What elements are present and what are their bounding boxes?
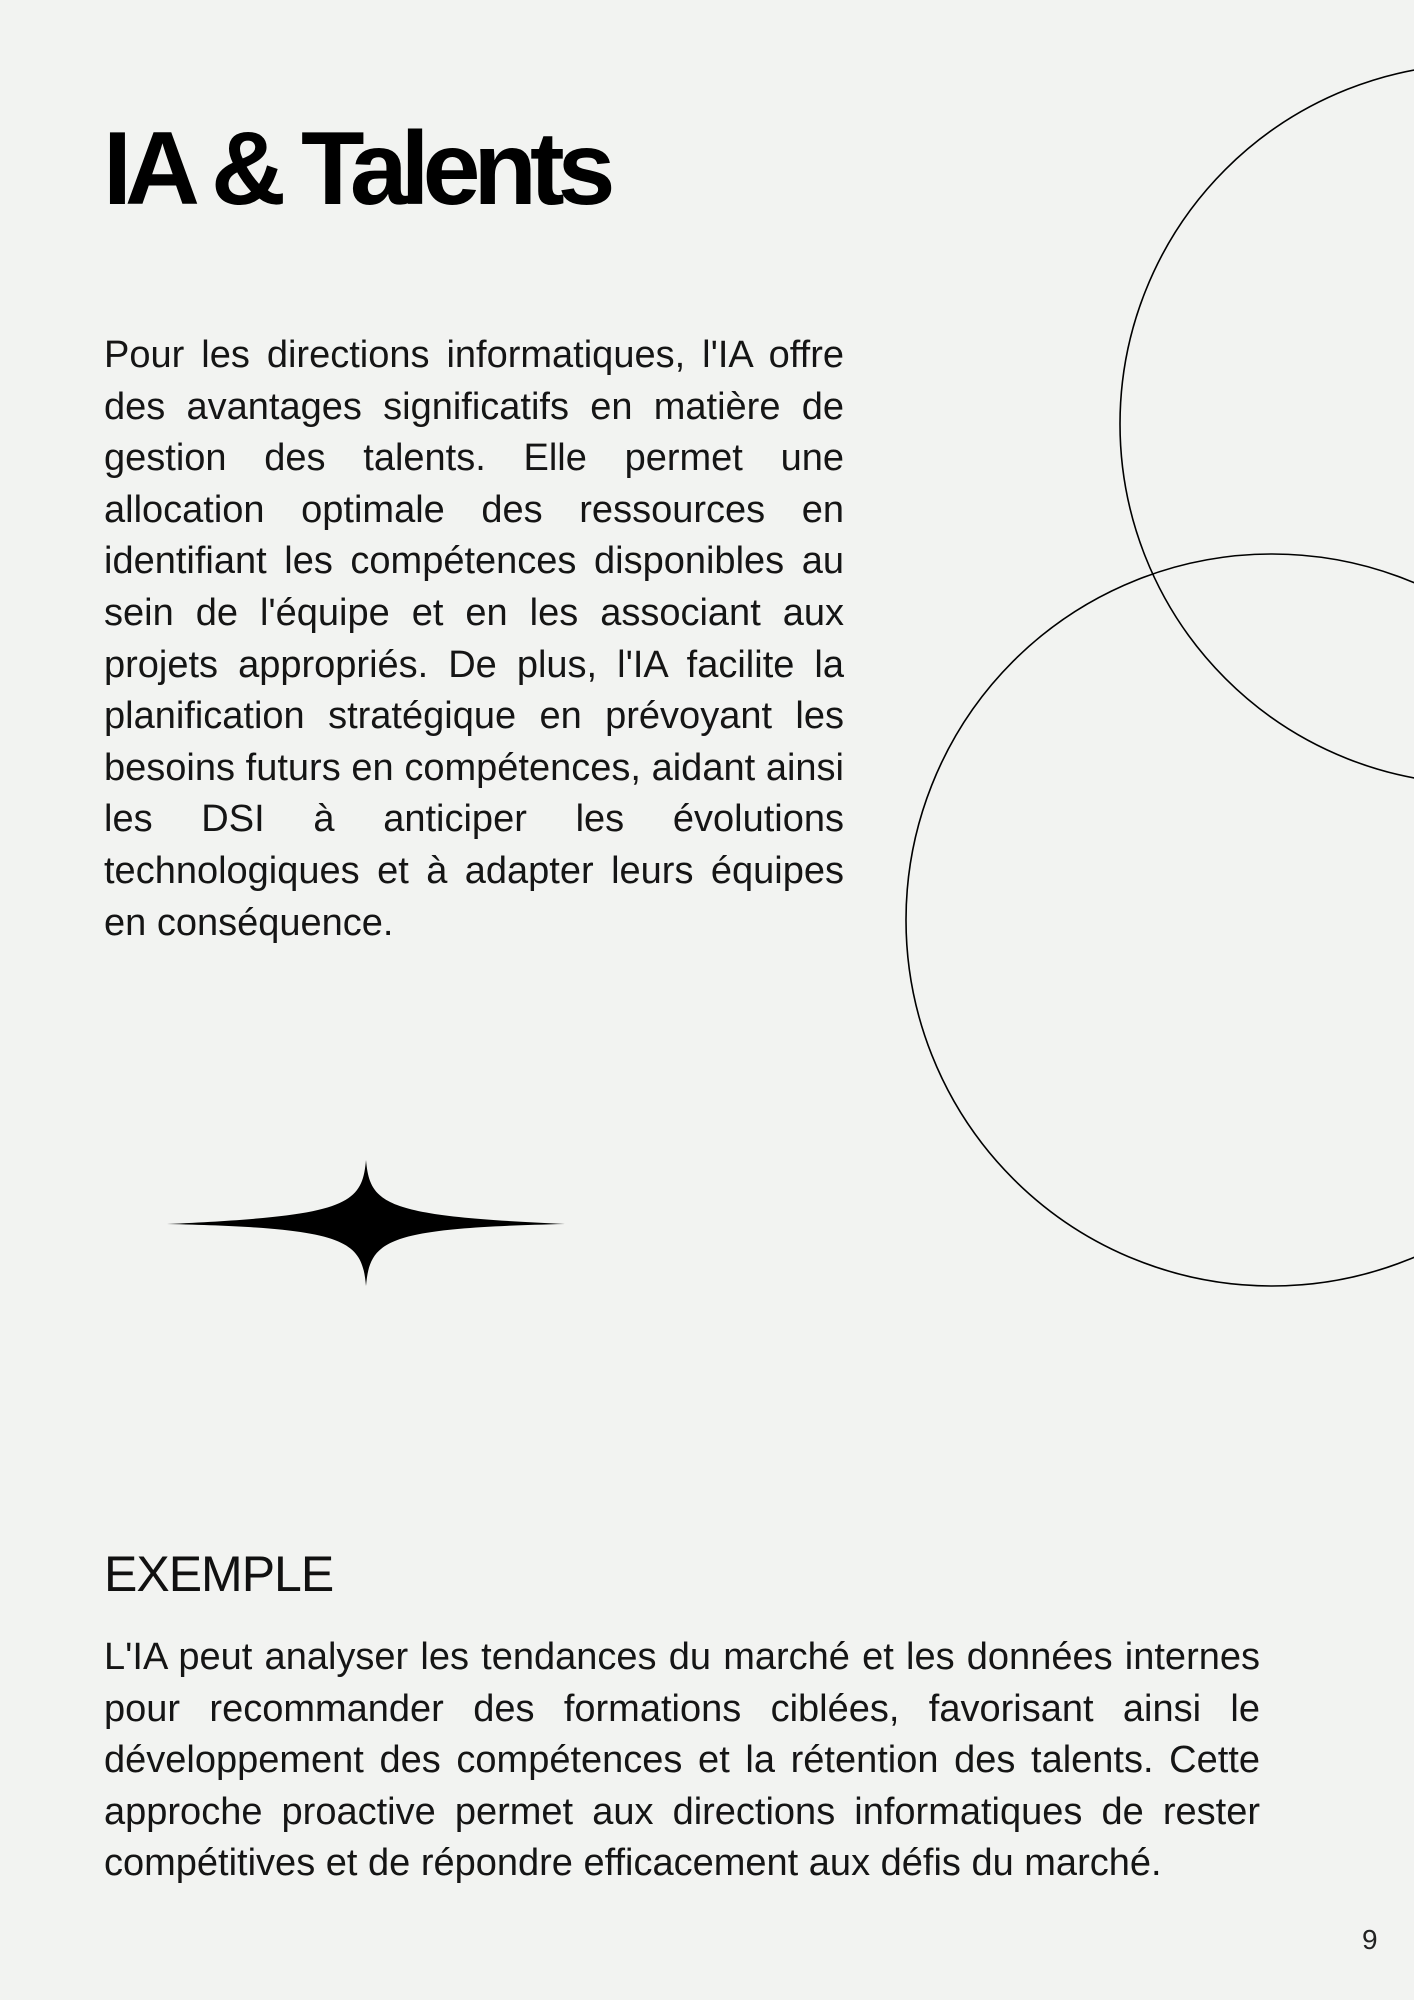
intro-paragraph: Pour les directions informatiques, l'IA offre des avantages significatifs en matière de gestion des talents. Elle permet une allocation optimale des ressources en identifiant les compétences disponibles au sein de l'équipe et en les associant aux projets appropriés. De plus, l'IA facilite la planification stratégique en prévoyant les besoins futurs en compétences, aidant ainsi les DSI à anticiper les évolutions technologiques et à adapter leurs équipes en conséquence. (104, 334, 844, 944)
example-paragraph: L'IA peut analyser les tendances du marché et les données internes pour recommander des formations ciblées, favorisant ainsi le développement des compétences et la rétention des talents. Cette approche proactive permet aux directions informatiques de rester compétitives et de répondre efficacement aux défis du marché. (104, 1636, 1260, 1885)
lower-circle-outline (906, 554, 1414, 1286)
upper-circle-outline (1120, 64, 1414, 784)
page-title: IA & Talents (103, 111, 609, 227)
sparkle-icon (167, 1160, 565, 1286)
example-heading: EXEMPLE (104, 1546, 334, 1602)
page-number: 9 (1362, 1924, 1378, 1955)
